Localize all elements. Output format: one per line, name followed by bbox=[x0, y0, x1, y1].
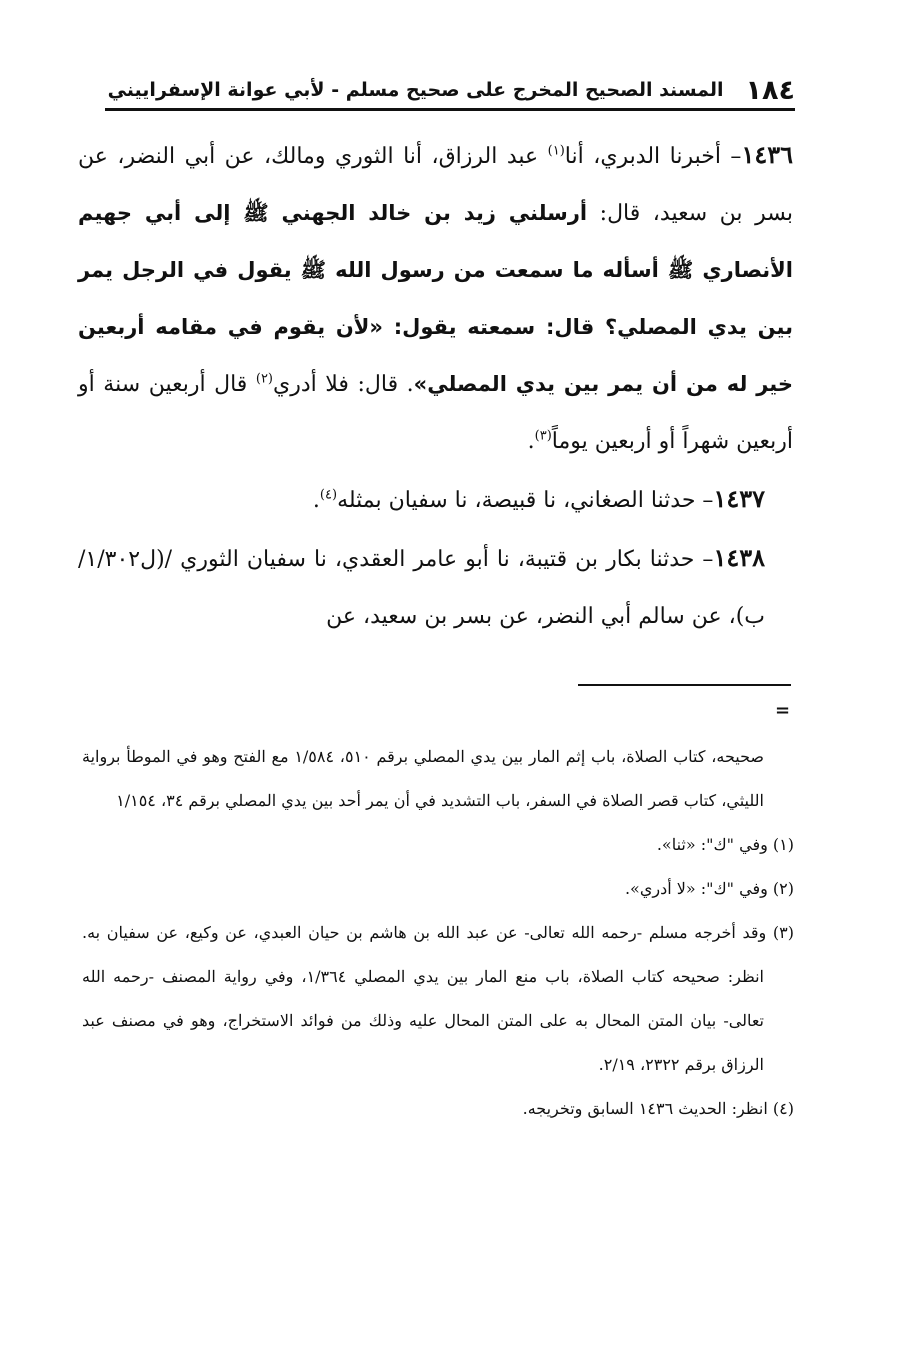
hadith-number: ١٤٣٧ bbox=[713, 484, 765, 513]
text-segment: – حدثنا الصغاني، نا قبيصة، نا سفيان بمثله bbox=[337, 488, 714, 513]
footnote-ref: (٢) bbox=[255, 371, 273, 387]
hadith-1436 bbox=[78, 126, 793, 470]
hadith-1438 bbox=[78, 529, 793, 645]
footnote-separator bbox=[578, 684, 791, 686]
text-segment: . قال: فلا أدري bbox=[273, 372, 414, 397]
text-segment: – حدثنا بكار بن قتيبة، نا أبو عامر العقدي، نا سفيان الثوري /(ل١/٣٠٢/ب)، عن سالم أبي النضر، عن بسر بن سعيد، عن bbox=[78, 547, 765, 629]
footnotes bbox=[82, 735, 794, 1131]
hadith-1437 bbox=[78, 470, 793, 529]
bold-hadith-text: أرسلني زيد بن خالد الجهني ﷺ إلى أبي جهيم الأنصاري ﷺ أسأله ما سمعت من رسول الله ﷺ يقول في الرجل يمر بين يدي المصلي؟ قال: سمعته يقول: «لأن يقوم في مقامه أربعين خير له من أن يمر بين يدي المصلي» bbox=[78, 201, 793, 396]
text-segment: . bbox=[312, 488, 320, 513]
page-number: ١٨٤ bbox=[745, 74, 795, 106]
footnote-ref: (٣) bbox=[534, 428, 552, 444]
footnote-continuation: صحيحه، كتاب الصلاة، باب إثم المار بين يدي المصلي برقم ٥١٠، ١/٥٨٤ مع الفتح وهو في الموطأ برواية الليثي، كتاب قصر الصلاة في السفر، باب التشديد في أن يمر أحد بين يدي المصلي برقم ٣٤، ١/١٥٤ bbox=[82, 747, 765, 810]
text-segment: . bbox=[527, 429, 535, 454]
hadith-number: ١٤٣٨ bbox=[713, 543, 765, 572]
footnote-3: (٣) وقد أخرجه مسلم -رحمه الله تعالى- عن عبد الله بن هاشم بن حيان العبدي، عن وكيع، عن سفيان به. انظر: صحيحه كتاب الصلاة، باب منع المار بين يدي المصلي ١/٣٦٤، وفي رواية المصنف -رحمه الله تعالى- بيان المتن المحال به على المتن المحال عليه وذلك من فوائد الاستخراج، وهو في مصنف عبد الرزاق برقم ٢٣٢٢، ٢/١٩. bbox=[82, 923, 794, 1074]
main-text bbox=[78, 126, 793, 645]
hadith-number: ١٤٣٦ bbox=[741, 140, 793, 169]
continuation-mark: = bbox=[775, 700, 791, 721]
footnote-ref: (٤) bbox=[319, 487, 338, 503]
page-header bbox=[105, 72, 795, 111]
text-segment: قال أربعين سنة أو أربعين شهراً أو أربعين يوماً bbox=[78, 372, 793, 454]
footnote-1: (١) وفي "ك": «ثنا». bbox=[656, 835, 794, 854]
text-segment: عبد الرزاق، أنا الثوري ومالك، عن أبي النضر، عن بسر بن سعيد، قال: bbox=[78, 144, 793, 226]
footnote-2: (٢) وفي "ك": «لا أدري». bbox=[624, 879, 794, 898]
footnote-ref: (١) bbox=[547, 143, 565, 159]
running-title: المسند الصحيح المخرج على صحيح مسلم - لأبي عوانة الإسفراييني bbox=[107, 79, 724, 101]
text-segment: – أخبرنا الدبري، أنا bbox=[564, 144, 742, 169]
footnote-4: (٤) انظر: الحديث ١٤٣٦ السابق وتخريجه. bbox=[522, 1099, 794, 1118]
